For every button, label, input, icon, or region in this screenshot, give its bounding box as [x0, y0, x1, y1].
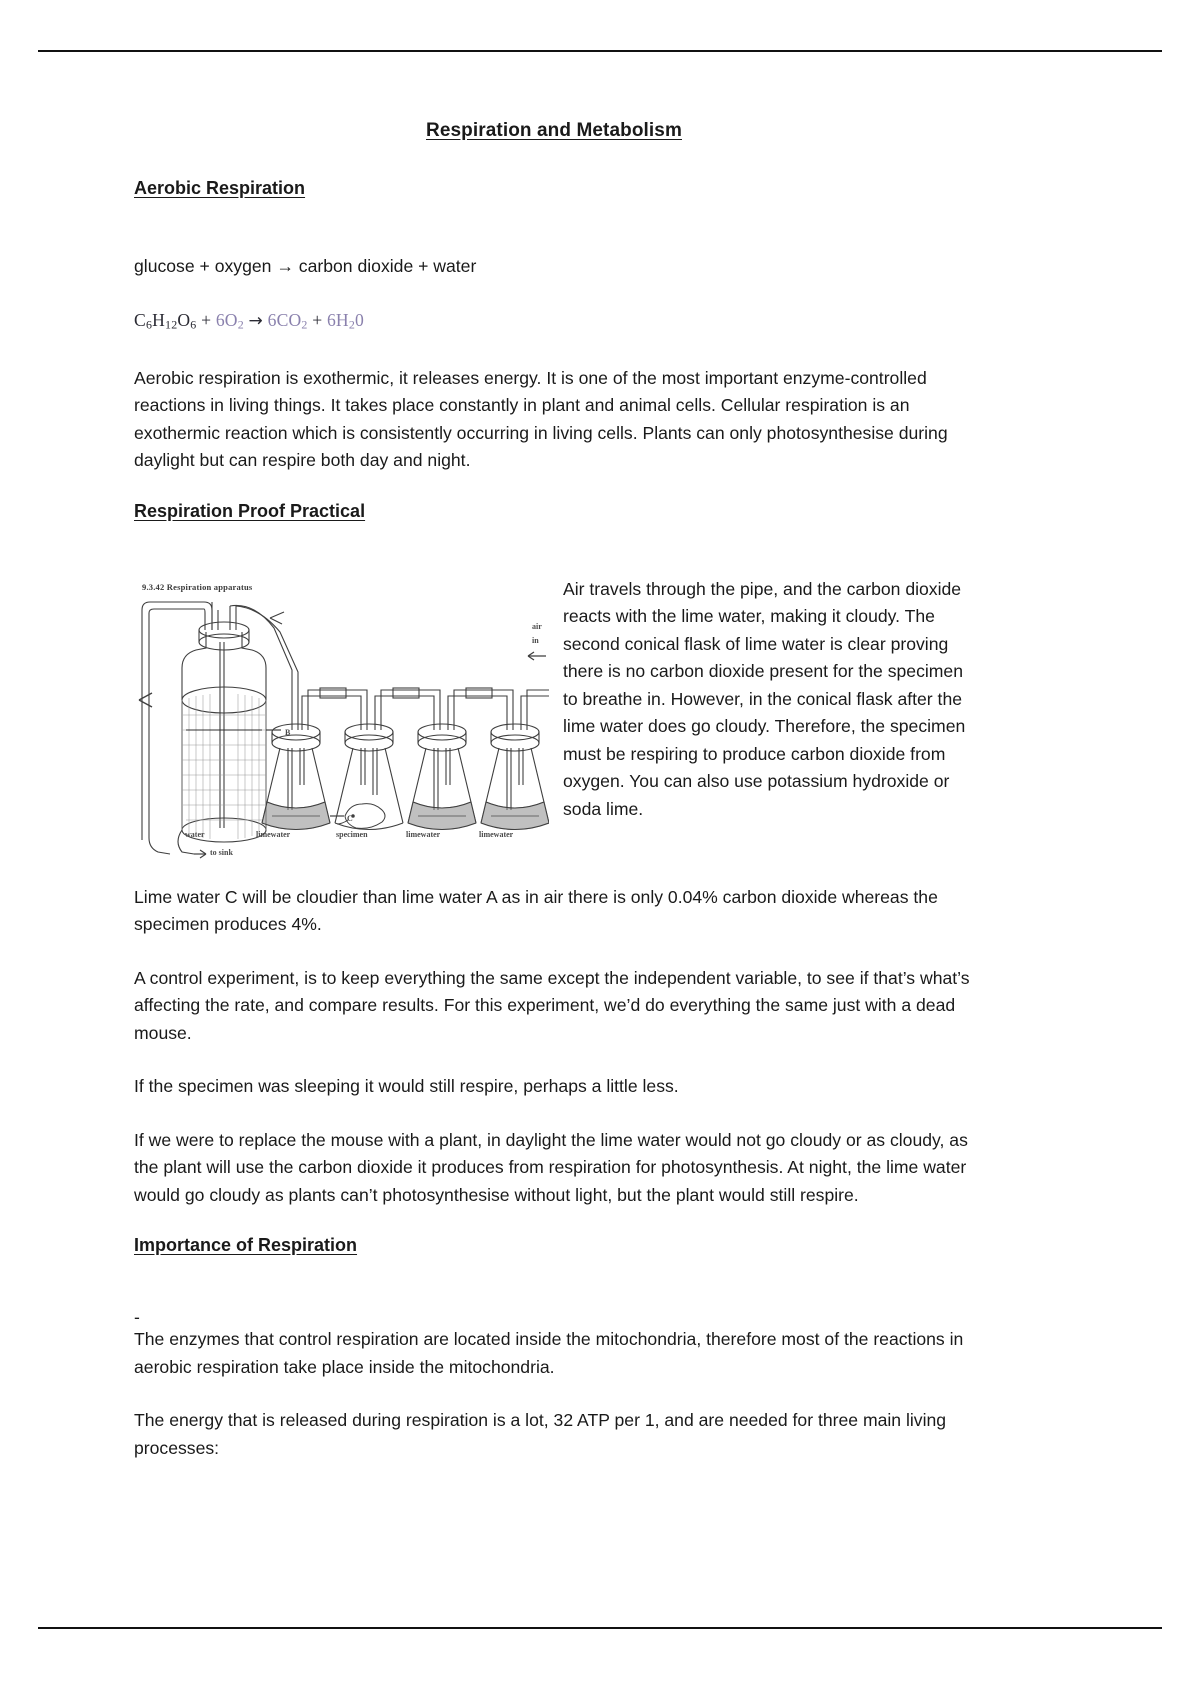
- section-heading-importance: Importance of Respiration: [134, 1235, 358, 1256]
- figure-label-in: in: [532, 635, 539, 645]
- paragraph-sleeping-specimen: If the specimen was sleeping it would still respire, perhaps a little less.: [134, 1076, 679, 1097]
- figure-label-limewater-3: limewater: [479, 829, 514, 839]
- apparatus-diagram-icon: [134, 580, 549, 860]
- formula-plus-2: +: [307, 309, 327, 330]
- formula-arrow-icon: →: [248, 310, 263, 331]
- paragraph-practical: Air travels through the pipe, and the carbon dioxide reacts with the lime water, making it cloudy. The second conical flask of lime water is clear proving there is no carbon dioxide present for the specimen to breathe in. However, in the conical flask after the lime water does go cloudy. Therefore, the specimen must be respiring to produce carbon dioxide from oxygen. You can also use potassium hydroxide or soda lime.: [563, 578, 966, 819]
- formula-carbon-dioxide: $6CO_2$: [267, 309, 308, 332]
- section-heading-practical: Respiration Proof Practical: [134, 500, 366, 521]
- stray-dash: -: [134, 1307, 140, 1328]
- section-heading-practical-wrap: [134, 501, 974, 550]
- word-equation: glucose + oxygen → carbon dioxide + water: [134, 256, 477, 276]
- figure-label-water: water: [185, 829, 205, 839]
- section-heading-importance-wrap: [134, 1235, 974, 1284]
- formula-plus-1: +: [196, 309, 216, 330]
- section-heading-aerobic-wrap: [134, 178, 974, 227]
- paragraph-plant-replacement: If we were to replace the mouse with a plant, in daylight the lime water would not go cloudy or as cloudy, as the plant will use the carbon dioxide it produces from respiration for photosynthesis. At night, the lime water would go cloudy as plants can’t photosynthesise without light, but the plant would still respire.: [134, 1129, 968, 1205]
- chemical-equation: [134, 307, 974, 339]
- document-body: [134, 120, 974, 1488]
- paragraph-energy-atp: The energy that is released during respiration is a lot, 32 ATP per 1, and are needed for three main living processes:: [134, 1410, 947, 1458]
- formula-oxygen: $6O_2$: [215, 309, 244, 332]
- page-title: Respiration and Metabolism: [426, 120, 682, 141]
- figure-caption: 9.3.42 Respiration apparatus: [142, 581, 253, 592]
- figure-label-limewater-2: limewater: [406, 829, 441, 839]
- figure-label-specimen: specimen: [336, 829, 368, 839]
- paragraph-lime-water: Lime water C will be cloudier than lime water A as in air there is only 0.04% carbon dioxide whereas the specimen produces 4%.: [134, 886, 938, 935]
- paragraph-aerobic: Aerobic respiration is exothermic, it releases energy. It is one of the most important enzyme-controlled reactions in living things. It takes place constantly in plant and animal cells. Cellular respiration is an exothermic reaction which is consistently occurring in living cells. Plants can only photosynthesise during daylight but can respire both day and night.: [134, 367, 948, 471]
- figure-label-b: B: [285, 727, 291, 737]
- figure-label-limewater-1: limewater: [256, 829, 291, 839]
- figure-and-text-block: [134, 576, 974, 864]
- paragraph-mitochondria: The enzymes that control respiration are located inside the mitochondria, therefore most of the reactions in aerobic respiration take place inside the mitochondria.: [134, 1329, 964, 1377]
- figure-label-c: C: [347, 813, 353, 823]
- formula-glucose: $C_6H_{12}O_6$: [134, 309, 197, 332]
- page-rule-top: [38, 50, 1162, 52]
- respiration-apparatus-figure: [134, 580, 549, 860]
- figure-label-to-sink: to sink: [210, 847, 233, 857]
- section-heading-aerobic: Aerobic Respiration: [134, 178, 306, 198]
- page-rule-bottom: [38, 1627, 1162, 1629]
- formula-water: $6H_20$: [326, 309, 365, 332]
- paragraph-control-experiment: A control experiment, is to keep everything the same except the independent variable, to see if that’s what’s affecting the rate, and compare results. For this experiment, we’d do everything the same just with a dead mouse.: [134, 967, 970, 1043]
- figure-label-air: air: [532, 621, 542, 631]
- air-in-arrow-icon: [526, 650, 548, 662]
